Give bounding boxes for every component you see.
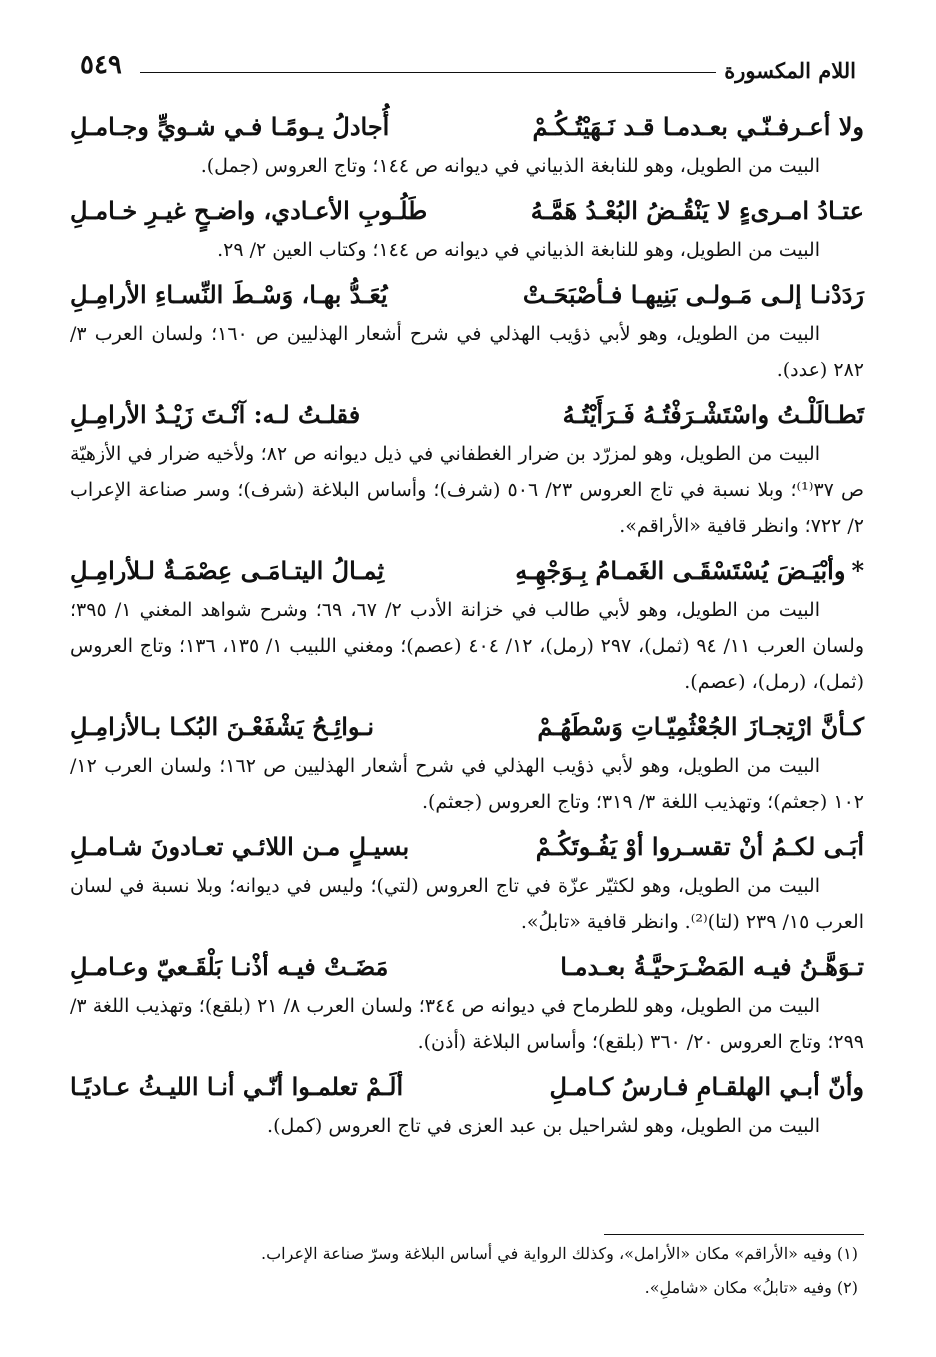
page-number: ٥٤٩ xyxy=(80,50,122,80)
verse-entry xyxy=(70,194,864,268)
verse-line xyxy=(70,554,864,588)
verse-hemistich-first: تَطـالَلْـتُ واسْتَشْـرَفْتُـهُ فَـرَأَيْتُـهُ xyxy=(562,400,864,429)
footnotes xyxy=(70,1234,864,1303)
verse-note: البيت من الطويل، وهو للنابغة الذبياني في ديوانه ص ١٤٤؛ وكتاب العين ٢/ ٢٩. xyxy=(217,239,820,261)
verse-line xyxy=(70,710,864,744)
verse-line xyxy=(70,110,864,144)
verse-entry xyxy=(70,398,864,544)
verse-hemistich-first: رَدَدْنـا إلـى مَـولـى بَنِيهـا فـأصْبَحَـتْ xyxy=(522,280,864,309)
page-header xyxy=(80,50,856,90)
verse-hemistich-second: بسيـلٍ مـن اللائـي تعـادونَ شـامـلِ xyxy=(70,832,410,861)
verse-line xyxy=(70,1070,864,1104)
verse-note: البيت من الطويل، وهو للنابغة الذبياني في ديوانه ص ١٤٤؛ وتاج العروس (جمل). xyxy=(200,155,820,177)
verse-hemistich-first: كـأنَّ ارْتِجـازَ الجُعْثُمِيّـاتِ وَسْطَهُـمْ xyxy=(537,712,864,741)
page-body xyxy=(70,100,864,1144)
verse-hemistich-first: أبَـى لكـمُ أنْ تقسـروا أوْ يَفُـوتَكُـمْ xyxy=(535,832,864,861)
verse-hemistich-second: ثِمـالُ اليتـامَـى عِصْمَـةٌ لـلأرامِـلِ xyxy=(70,556,384,585)
verse-hemistich-second: نـوائِـحُ يَشْفَعْـنَ البُكـا بـالأزامِـلِ xyxy=(70,712,375,741)
verse-line xyxy=(70,398,864,432)
verse-line xyxy=(70,278,864,312)
verse-hemistich-first xyxy=(515,554,864,588)
verse-note: البيت من الطويل، وهو لأبي ذؤيب الهذلي في شرح أشعار الهذليين ص ١٦٢؛ ولسان العرب ١٢/ ١٠٢ (جعثم)؛ وتهذيب اللغة ٣/ ٣١٩؛ وتاج العروس (جعثم). xyxy=(70,755,864,813)
verse-entry xyxy=(70,554,864,700)
verse-note: البيت من الطويل، وهو للطرماح في ديوانه ص ٣٤٤؛ ولسان العرب ٨/ ٢١ (بلقع)؛ وتهذيب اللغة ٣/ ٢٩٩؛ وتاج العروس ٢٠/ ٣٦٠ (بلقع)؛ وأساس البلاغة (أذن). xyxy=(70,995,864,1053)
verse-entry xyxy=(70,1070,864,1144)
verse-hemistich-text: وأبْيَـضَ يُسْتَسْقَـى الغَمـامُ بِـوَجْهِـهِ xyxy=(515,556,846,585)
verse-hemistich-first: ولا أعـرفـنّـي بعـدمـا قـد نَـهَيْتُـكُـمْ xyxy=(532,112,864,141)
verse-entry xyxy=(70,830,864,940)
running-title: اللام المكسورة xyxy=(724,58,856,83)
verse-entry xyxy=(70,278,864,388)
verse-line xyxy=(70,950,864,984)
verse-hemistich-second: ألَـمْ تعلمـوا أنّـي أنـا الليـثُ عـاديًـا xyxy=(70,1072,404,1101)
verse-hemistich-second: طَلُـوبِ الأعـادي، واضـحٍ غيـرِ خـامـلِ xyxy=(70,196,428,225)
verse-line xyxy=(70,194,864,228)
verse-hemistich-first: وأنّ أبـي الهلقـامِ فـارسُ كـامـلِ xyxy=(549,1072,864,1101)
footnote-rule xyxy=(604,1234,864,1235)
star-marker: * xyxy=(851,556,864,585)
verse-entry xyxy=(70,110,864,184)
verse-hemistich-second: أُجادلُ يـومًـا فـي شـويٍّ وجـامـلِ xyxy=(70,112,390,141)
verse-entry xyxy=(70,710,864,820)
verse-hemistich-second: مَضَـتْ فيـه أذْنـا بَلْقَـعيّ وعـامـلِ xyxy=(70,952,389,981)
verse-note: البيت من الطويل، وهو لأبي طالب في خزانة الأدب ٢/ ٦٧، ٦٩؛ وشرح شواهد المغني ١/ ٣٩٥؛ ولسان العرب ١١/ ٩٤ (ثمل)، ٢٩٧ (رمل)، ١٢/ ٤٠٤ (عصم)؛ ومغني اللبيب ١/ ١٣٥، ١٣٦؛ وتاج العروس (ثمل)، (رمل)، (عصم). xyxy=(70,599,864,693)
footnote: (١) وفيه «الأراقم» مكان «الأرامل»، وكذلك الرواية في أساس البلاغة وسرّ صناعة الإعراب. xyxy=(261,1244,858,1263)
header-rule xyxy=(140,72,716,73)
verse-note: البيت من الطويل، وهو لأبي ذؤيب الهذلي في شرح أشعار الهذليين ص ١٦٠؛ ولسان العرب ٣/ ٢٨٢ (عدد). xyxy=(70,323,864,381)
verse-hemistich-first: عتـادُ امـرىءٍ لا يَنْقُـضُ البُعْـدُ هَمَّـهُ xyxy=(530,196,864,225)
verse-note: البيت من الطويل، وهو لمزرّد بن ضرار الغطفاني في ذيل ديوانه ص ٨٢؛ ولأخيه ضرار في الأزهيّة ص ٣٧⁽¹⁾؛ وبلا نسبة في تاج العروس ٢٣/ ٥٠٦ (شرف)؛ وأساس البلاغة (شرف)؛ وسر صناعة الإعراب ٢/ ٧٢٢؛ وانظر قافية «الأراقم». xyxy=(70,443,865,537)
verse-hemistich-second: يُعَـدُّ بهـا، وَسْـطَ النِّسـاءِ الأرامِـلِ xyxy=(70,280,388,309)
verse-entry xyxy=(70,950,864,1060)
verse-note: البيت من الطويل، وهو لشراحيل بن عبد العزى في تاج العروس (كمل). xyxy=(267,1115,820,1137)
footnote: (٢) وفيه «تابلُ» مكان «شاملِ». xyxy=(644,1278,858,1297)
verse-hemistich-first: تـوَهَّـنُ فيـه المَضْـرَحيَّـةُ بعـدمـا xyxy=(560,952,864,981)
verse-note: البيت من الطويل، وهو لكثيّر عزّة في تاج العروس (لتي)؛ وليس في ديوانه؛ وبلا نسبة في لسان العرب ١٥/ ٢٣٩ (لتا)⁽²⁾. وانظر قافية «تابلُ». xyxy=(70,875,864,933)
verse-hemistich-second: فقلـتُ لـه: آنْـتَ زَيْـدُ الأرامِـلِ xyxy=(70,400,361,429)
verse-line xyxy=(70,830,864,864)
